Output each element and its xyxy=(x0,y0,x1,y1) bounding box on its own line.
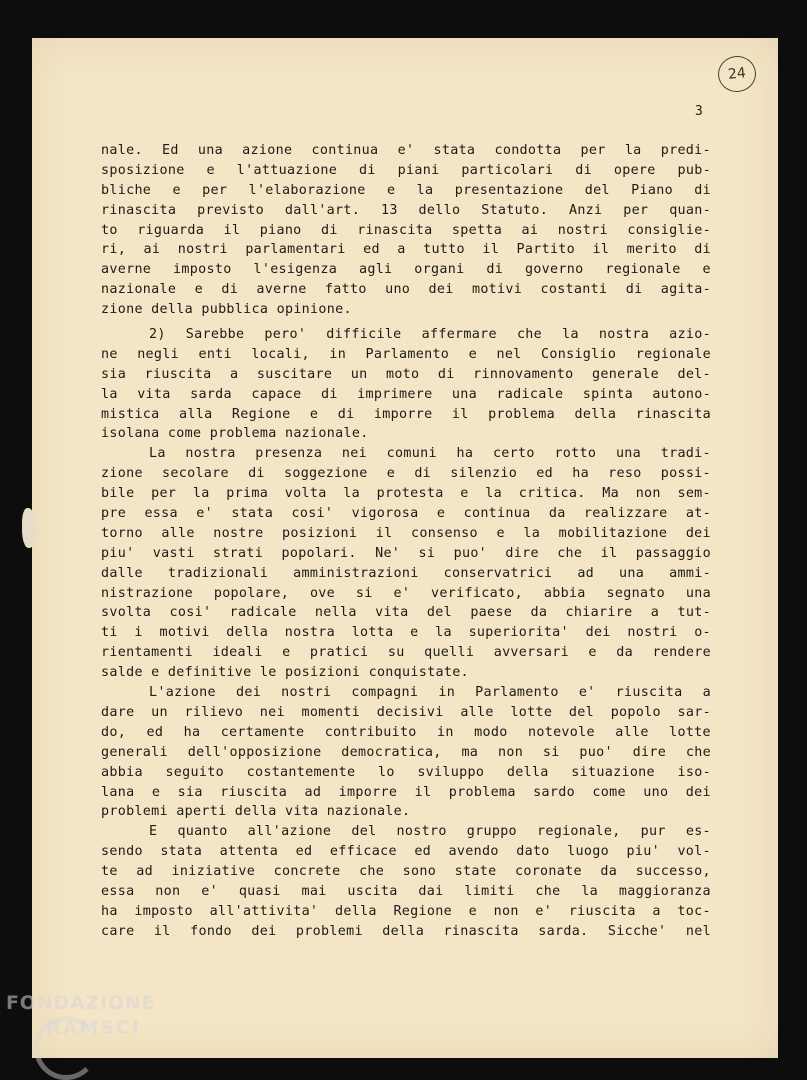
text-line: abbia seguito costantemente lo sviluppo della situazione iso- xyxy=(101,764,711,780)
gramsci-logo-g-icon xyxy=(34,1016,98,1080)
text-line: essa non e' quasi mai uscita dai limiti che la maggioranza xyxy=(101,883,711,899)
text-line: piu' vasti strati popolari. Ne' si puo' dire che il passaggio xyxy=(101,545,711,561)
text-line: problemi aperti della vita nazionale. xyxy=(101,804,411,820)
text-line: lana e sia riuscita ad imporre il problema sardo come uno dei xyxy=(101,784,711,800)
text-line: sia riuscita a suscitare un moto di rinnovamento generale del- xyxy=(101,366,711,382)
text-line: E quanto all'azione del nostro gruppo regionale, pur es- xyxy=(149,824,711,840)
text-line: torno alle nostre posizioni il consenso e la mobilitazione dei xyxy=(101,525,711,541)
watermark-line-1: FONDAZIONE xyxy=(6,992,156,1014)
text-line: isolana come problema nazionale. xyxy=(101,426,369,442)
text-line: ne negli enti locali, in Parlamento e nel Consiglio regionale xyxy=(101,346,711,362)
document-page xyxy=(32,38,778,1058)
text-line: zione della pubblica opinione. xyxy=(101,302,352,318)
text-line: la vita sarda capace di imprimere una radicale spinta autono- xyxy=(101,386,711,402)
text-line: 2) Sarebbe pero' difficile affermare che la nostra azio- xyxy=(149,327,711,343)
text-line: rinascita previsto dall'art. 13 dello Statuto. Anzi per quan- xyxy=(101,202,711,218)
text-line: dalle tradizionali amministrazioni conservatrici ad una ammi- xyxy=(101,565,711,581)
text-line: do, ed ha certamente contribuito in modo notevole alle lotte xyxy=(101,724,711,740)
text-line: pre essa e' stata cosi' vigorosa e continua da realizzare at- xyxy=(101,506,711,522)
text-line: sendo stata attenta ed efficace ed avendo dato luogo piu' vol- xyxy=(101,844,711,860)
text-line: to riguarda il piano di rinascita spetta ai nostri consiglie- xyxy=(101,222,711,238)
text-line: salde e definitive le posizioni conquistate. xyxy=(101,665,469,681)
text-line: care il fondo dei problemi della rinascita sarda. Sicche' nel xyxy=(101,923,711,939)
text-line: L'azione dei nostri compagni in Parlamento e' riuscita a xyxy=(149,685,711,701)
body-text xyxy=(101,141,711,942)
text-line: nazionale e di averne fatto uno dei motivi costanti di agita- xyxy=(101,282,711,298)
text-line: ti i motivi della nostra lotta e la superiorita' dei nostri o- xyxy=(101,625,711,641)
text-line: nistrazione popolare, ove si e' verificato, abbia segnato una xyxy=(101,585,711,601)
paper-tear-mark xyxy=(22,508,36,548)
archive-page-stamp xyxy=(716,54,758,94)
text-line: nale. Ed una azione continua e' stata condotta per la predi- xyxy=(101,143,711,158)
archive-stamp-number: 24 xyxy=(727,65,747,83)
text-line: generali dell'opposizione democratica, ma non si puo' dire che xyxy=(101,744,711,760)
watermark-line-2: RAMSCI xyxy=(46,1017,141,1039)
text-line: La nostra presenza nei comuni ha certo rotto una tradi- xyxy=(149,446,711,462)
text-line: ha imposto all'attivita' della Regione e non e' riuscita a toc- xyxy=(101,903,711,919)
fondazione-gramsci-watermark xyxy=(6,994,155,1038)
page-number: 3 xyxy=(695,104,703,119)
text-line: mistica alla Regione e di imporre il problema della rinascita xyxy=(101,406,711,422)
text-line: svolta cosi' radicale nella vita del paese da chiarire a tut- xyxy=(101,605,711,621)
text-line: sposizione e l'attuazione di piani particolari di opere pub- xyxy=(101,162,711,178)
text-line: te ad iniziative concrete che sono state coronate da successo, xyxy=(101,864,711,880)
text-line: bliche e per l'elaborazione e la presentazione del Piano di xyxy=(101,182,711,198)
text-line: bile per la prima volta la protesta e la critica. Ma non sem- xyxy=(101,486,711,502)
text-line: dare un rilievo nei momenti decisivi alle lotte del popolo sar- xyxy=(101,704,711,720)
text-line: zione secolare di soggezione e di silenzio ed ha reso possi- xyxy=(101,466,711,482)
text-line: averne imposto l'esigenza agli organi di governo regionale e xyxy=(101,262,711,278)
text-line: ri, ai nostri parlamentari ed a tutto il Partito il merito di xyxy=(101,242,711,258)
text-line: rientamenti ideali e pratici su quelli avversari e da rendere xyxy=(101,645,711,661)
